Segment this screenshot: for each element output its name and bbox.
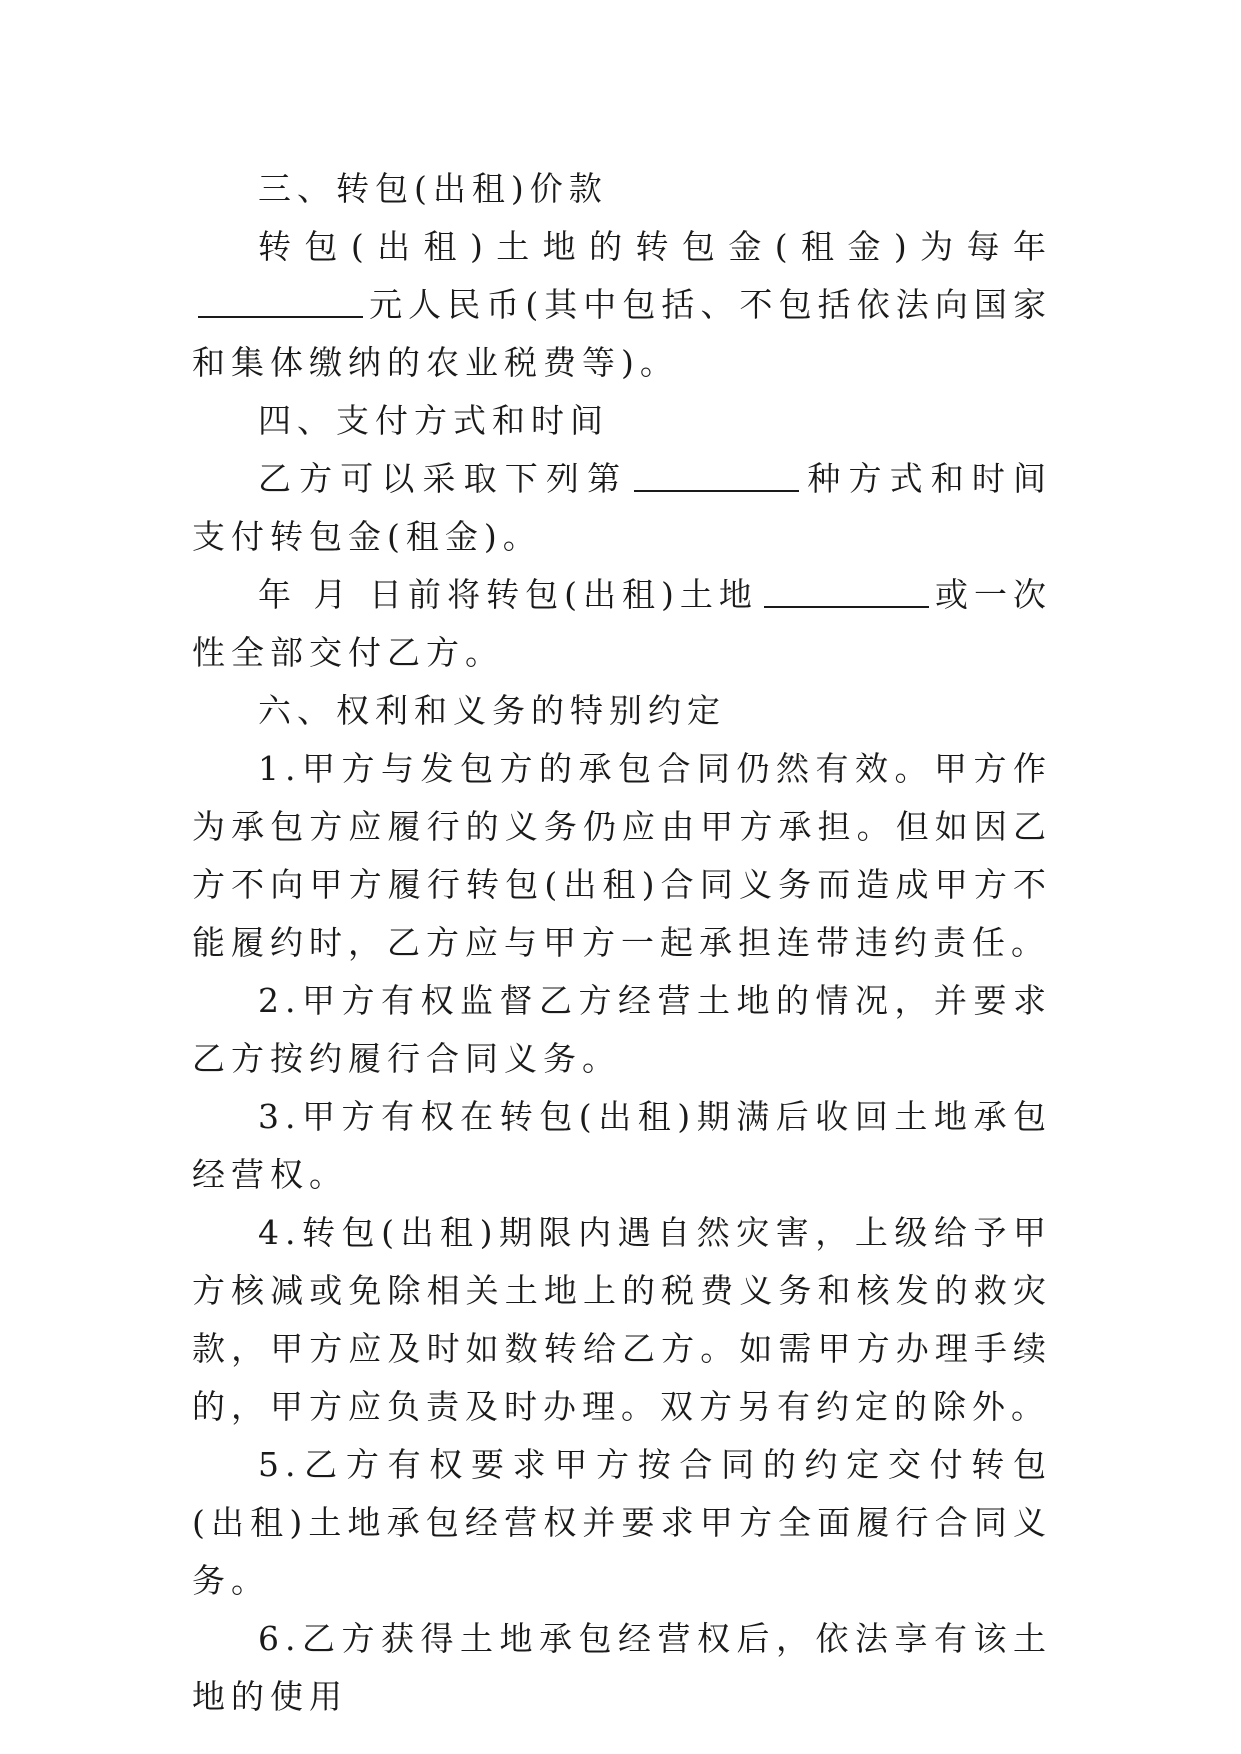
paragraph-rent-amount — [192, 218, 1052, 392]
paragraph-text: 乙方可以采取下列第 — [258, 459, 629, 498]
fill-in-blank-land[interactable] — [764, 570, 929, 608]
clause-6: 6.乙方获得土地承包经营权后，依法享有该土地的使用 — [192, 1619, 1052, 1716]
paragraph-text: 种方式和时间支付转包金(租金)。 — [192, 459, 1053, 556]
fill-in-blank-method[interactable] — [634, 454, 799, 492]
fill-in-blank-amount[interactable] — [198, 280, 363, 318]
paragraph-text: 或一次性全部交付乙方。 — [192, 575, 1052, 672]
section-heading-price: 三、转包(出租)价款 — [258, 169, 608, 208]
clause-2: 2.甲方有权监督乙方经营土地的情况，并要求乙方按约履行合同义务。 — [192, 981, 1052, 1078]
paragraph-text: 元人民币(其中包括、不包括依法向国家和集体缴纳的农业税费等)。 — [192, 285, 1052, 382]
document-body — [192, 160, 1052, 1726]
paragraph-text: 年 月 日前将转包(出租)土地 — [258, 575, 758, 614]
clause-3: 3.甲方有权在转包(出租)期满后收回土地承包经营权。 — [192, 1097, 1052, 1194]
section-heading-payment: 四、支付方式和时间 — [258, 401, 609, 440]
clause-1: 1.甲方与发包方的承包合同仍然有效。甲方作为承包方应履行的义务仍应由甲方承担。但如因乙方不向甲方履行转包(出租)合同义务而造成甲方不能履约时，乙方应与甲方一起承担连带违约责任。 — [192, 749, 1052, 962]
paragraph-text: 转包(出租)土地的转包金(租金)为每年 — [258, 227, 1052, 266]
clause-4: 4.转包(出租)期限内遇自然灾害，上级给予甲方核减或免除相关土地上的税费义务和核发的救灾款，甲方应及时如数转给乙方。如需甲方办理手续的，甲方应负责及时办理。双方另有约定的除外。 — [192, 1213, 1052, 1426]
section-heading-rights: 六、权利和义务的特别约定 — [258, 691, 726, 730]
clause-5: 5.乙方有权要求甲方按合同的约定交付转包(出租)土地承包经营权并要求甲方全面履行合同义务。 — [192, 1445, 1052, 1600]
paragraph-payment-method — [192, 450, 1052, 566]
paragraph-payment-date — [192, 566, 1052, 682]
